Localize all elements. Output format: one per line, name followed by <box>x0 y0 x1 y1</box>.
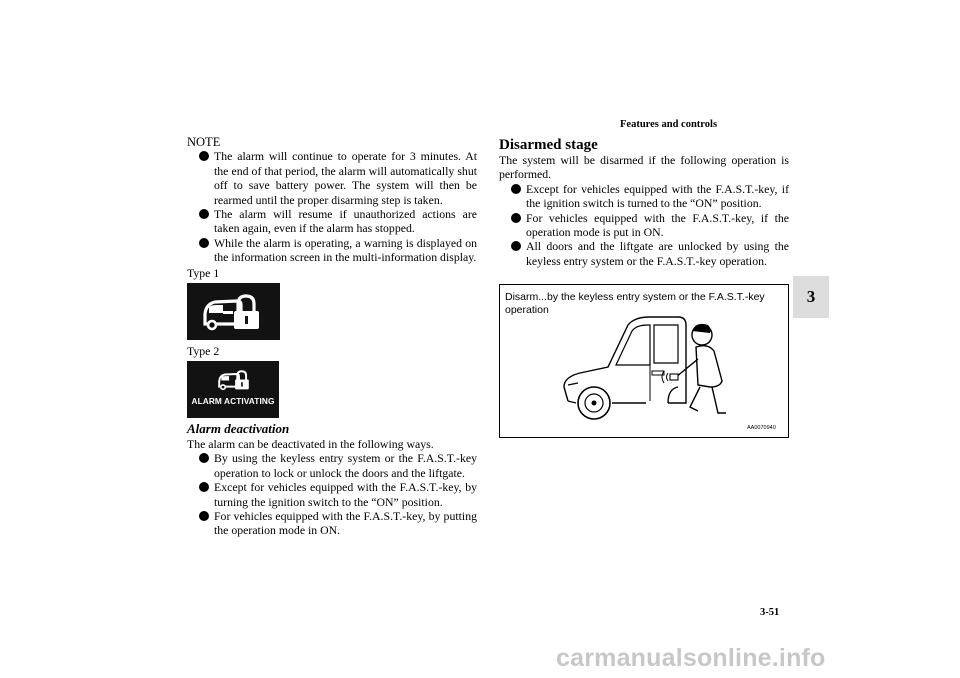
deactivation-list <box>187 451 477 537</box>
disarmed-list <box>499 182 789 268</box>
list-item: Except for vehicles equipped with the F.A.S.T.-key, by turning the ignition switch to the “ON” position. <box>187 480 477 509</box>
type2-display-screen <box>187 361 279 418</box>
type1-display-screen <box>187 283 280 340</box>
car-lock-icon <box>217 369 251 391</box>
page-number: 3-51 <box>760 607 780 618</box>
type2-label: Type 2 <box>187 344 220 359</box>
list-item: By using the keyless entry system or the F.A.S.T.-key operation to lock or unlock the doors and the liftgate. <box>187 451 477 480</box>
bullet-icon <box>199 453 209 463</box>
disarmed-intro: The system will be disarmed if the following operation is performed. <box>499 153 789 182</box>
list-item: Except for vehicles equipped with the F.A.S.T.-key, if the ignition switch is turned to the “ON” position. <box>499 182 789 211</box>
page-header-title: Features and controls <box>620 119 718 130</box>
alarm-activating-text: ALARM ACTIVATING <box>191 396 275 407</box>
watermark: carmanualsonline.info <box>556 644 826 672</box>
bullet-icon <box>199 482 209 492</box>
bullet-icon <box>199 511 209 521</box>
illustration-caption: Disarm...by the keyless entry system or the F.A.S.T.-key operation <box>505 291 765 316</box>
right-column <box>499 137 789 268</box>
chapter-number: 3 <box>806 287 816 306</box>
type1-label: Type 1 <box>187 265 220 280</box>
car-lock-icon <box>201 292 263 332</box>
illustration-box <box>499 284 789 438</box>
bullet-icon <box>511 241 521 251</box>
list-item: While the alarm is operating, a warning is displayed on the information screen in the multi-information display. <box>187 236 477 265</box>
keyless-entry-illustration <box>550 303 750 423</box>
bullet-icon <box>199 151 209 161</box>
left-column <box>187 135 477 538</box>
alarm-deactivation-heading: Alarm deactivation <box>187 421 290 437</box>
disarmed-stage-heading: Disarmed stage <box>499 137 598 153</box>
illustration-code: AA0070940 <box>747 425 776 431</box>
deactivation-intro: The alarm can be deactivated in the following ways. <box>187 436 434 451</box>
note-list <box>187 149 477 264</box>
list-item: The alarm will resume if unauthorized actions are taken again, even if the alarm has stopped. <box>187 207 477 236</box>
bullet-icon <box>511 213 521 223</box>
list-item: For vehicles equipped with the F.A.S.T.-key, if the operation mode is put in ON. <box>499 211 789 240</box>
chapter-tab <box>793 276 829 318</box>
list-item: The alarm will continue to operate for 3 minutes. At the end of that period, the alarm will automatically shut off to save battery power. The system will then be rearmed until the proper disarming step is taken. <box>187 149 477 207</box>
bullet-icon <box>199 209 209 219</box>
list-item: All doors and the liftgate are unlocked by using the keyless entry system or the F.A.S.T.-key operation. <box>499 239 789 268</box>
list-item: For vehicles equipped with the F.A.S.T.-key, by putting the operation mode in ON. <box>187 509 477 538</box>
bullet-icon <box>199 238 209 248</box>
bullet-icon <box>511 184 521 194</box>
note-label: NOTE <box>187 135 221 149</box>
